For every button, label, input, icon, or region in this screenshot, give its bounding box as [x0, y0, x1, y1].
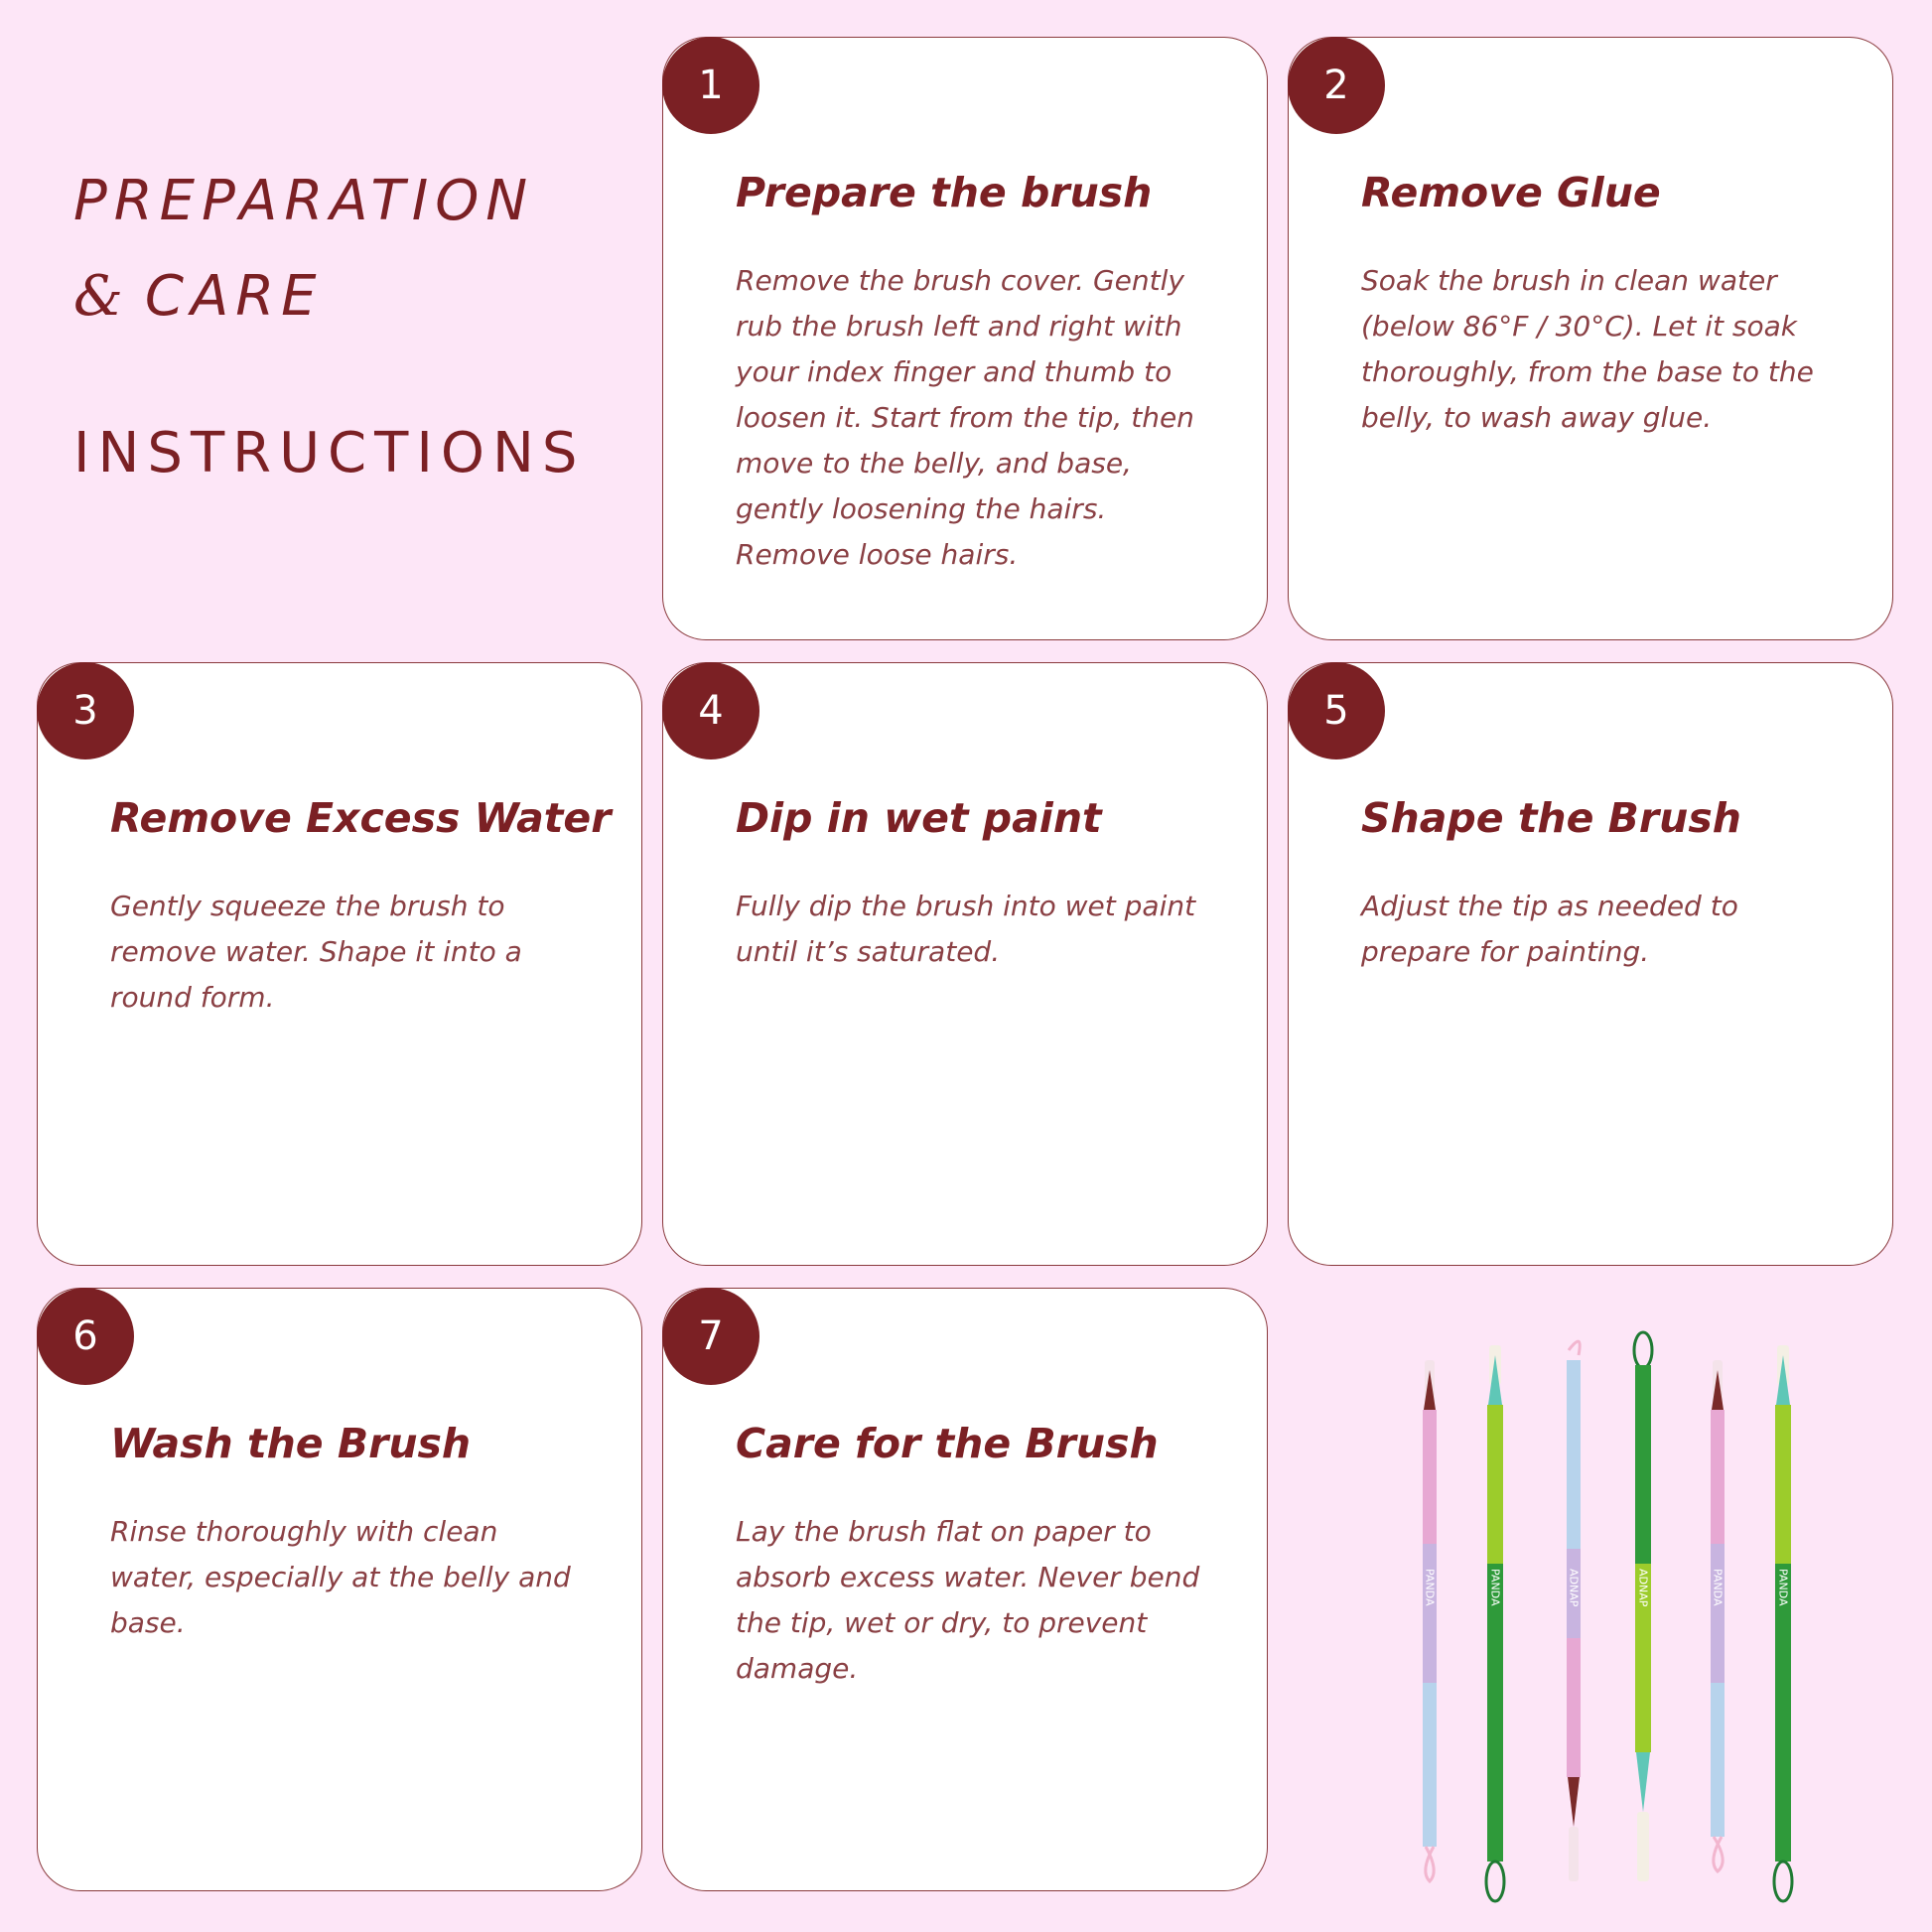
brush-6: [1774, 1345, 1792, 1901]
brush-1: [1423, 1360, 1437, 1881]
brush-product-image: [1380, 1330, 1847, 1906]
step-title: Prepare the brush: [736, 169, 1153, 216]
svg-text:PANDA: PANDA: [1488, 1569, 1502, 1606]
svg-text:ADNAP: ADNAP: [1567, 1569, 1581, 1607]
step-description: Fully dip the brush into wet paint until it’s saturated.: [736, 890, 1196, 968]
svg-text:PANDA: PANDA: [1711, 1569, 1725, 1606]
step-card-2: [1288, 37, 1893, 640]
step-number-badge: 4: [662, 662, 759, 759]
step-title: Dip in wet paint: [736, 794, 1102, 842]
step-description: Soak the brush in clean water (below 86°F / 30°C). Let it soak thoroughly, from the base to the belly, to wash away glue.: [1361, 264, 1814, 434]
step-title: Remove Glue: [1361, 169, 1661, 216]
step-number-badge: 2: [1288, 37, 1385, 134]
heading-care: [73, 264, 324, 329]
step-number-badge: 3: [37, 662, 134, 759]
brush-5: [1711, 1360, 1725, 1871]
step-number-badge: 1: [662, 37, 759, 134]
step-card-5: [1288, 662, 1893, 1266]
heading-care-text: CARE: [144, 264, 324, 329]
step-title: Shape the Brush: [1361, 794, 1741, 842]
step-title: Remove Excess Water: [110, 794, 612, 842]
heading-preparation: PREPARATION: [73, 169, 535, 233]
brush-3: [1567, 1341, 1581, 1881]
svg-text:PANDA: PANDA: [1776, 1569, 1790, 1606]
step-number-badge: 6: [37, 1288, 134, 1385]
step-card-1: [662, 37, 1268, 640]
svg-text:ADNAP: ADNAP: [1636, 1569, 1650, 1607]
step-card-6: [37, 1288, 642, 1891]
step-number-badge: 5: [1288, 662, 1385, 759]
step-number-badge: 7: [662, 1288, 759, 1385]
step-description: Adjust the tip as needed to prepare for painting.: [1361, 890, 1738, 968]
heading-instructions: INSTRUCTIONS: [73, 421, 586, 485]
brush-4: [1634, 1332, 1652, 1881]
brush-2: [1486, 1345, 1504, 1901]
step-title: Wash the Brush: [110, 1420, 472, 1467]
step-description: Rinse thoroughly with clean water, especially at the belly and base.: [110, 1515, 571, 1639]
svg-text:PANDA: PANDA: [1423, 1569, 1437, 1606]
step-title: Care for the Brush: [736, 1420, 1159, 1467]
step-card-3: [37, 662, 642, 1266]
step-description: Remove the brush cover. Gently rub the brush left and right with your index finger and thumb to loosen it. Start from the tip, then move to the belly, and base, gently loosening the hairs. Remove loose hairs.: [736, 264, 1194, 571]
step-card-4: [662, 662, 1268, 1266]
step-description: Lay the brush flat on paper to absorb excess water. Never bend the tip, wet or dry, to prevent damage.: [736, 1515, 1200, 1685]
step-description: Gently squeeze the brush to remove water. Shape it into a round form.: [110, 890, 522, 1014]
heading-ampersand: &: [73, 264, 123, 329]
step-card-7: [662, 1288, 1268, 1891]
